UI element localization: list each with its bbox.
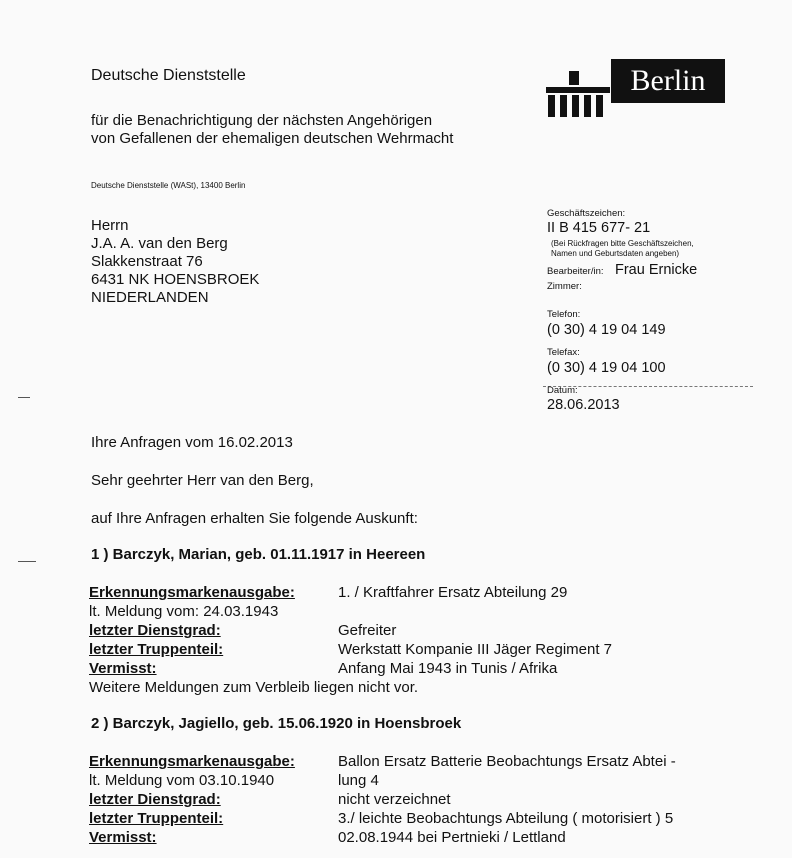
punch-mark <box>18 561 36 562</box>
recipient-address <box>91 217 259 307</box>
unit-value: 3./ leichte Beobachtungs Abteilung ( motorisiert ) 5 <box>338 810 674 827</box>
fax-label: Telefax: <box>547 347 580 358</box>
return-address: Deutsche Dienststelle (WASt), 13400 Berlin <box>91 181 246 190</box>
logo-pillar <box>596 95 603 117</box>
recipient-street: Slakkenstraat 76 <box>91 253 203 270</box>
missing-label: Vermisst: <box>89 660 157 677</box>
logo-pillar <box>584 95 591 117</box>
fold-mark <box>18 397 30 398</box>
unit-label: letzter Truppenteil: <box>89 810 224 827</box>
logo-pillar <box>572 95 579 117</box>
report-date: lt. Meldung vom 03.10.1940 <box>89 772 275 789</box>
org-subtitle-line-2: von Gefallenen der ehemaligen deutschen Wehrmacht <box>91 130 454 147</box>
report-date: lt. Meldung vom: 24.03.1943 <box>89 603 279 620</box>
room-label: Zimmer: <box>547 281 582 292</box>
berlin-logo <box>546 57 726 117</box>
rank-value: nicht verzeichnet <box>338 791 451 808</box>
recipient-name: J.A. A. van den Berg <box>91 235 228 252</box>
tag-label: Erkennungsmarkenausgabe: <box>89 753 295 770</box>
org-name: Deutsche Dienststelle <box>91 67 246 84</box>
record-details <box>89 752 295 847</box>
subject-line: Ihre Anfragen vom 16.02.2013 <box>91 434 293 451</box>
rank-label: letzter Dienstgrad: <box>89 622 221 639</box>
unit-label: letzter Truppenteil: <box>89 641 224 658</box>
org-subtitle-line-1: für die Benachrichtigung der nächsten Angehörigen <box>91 112 433 129</box>
clerk-name: Frau Ernicke <box>615 262 698 278</box>
reference-label: Geschäftszeichen: <box>547 208 626 219</box>
date-label: Datum: <box>547 385 578 396</box>
blank-line <box>338 602 612 621</box>
logo-wordmark: Berlin <box>611 59 725 103</box>
tag-value-continued: lung 4 <box>338 772 379 789</box>
record-details <box>89 583 295 678</box>
record-values <box>338 752 676 847</box>
unit-value: Werkstatt Kompanie III Jäger Regiment 7 <box>338 641 613 658</box>
tag-label: Erkennungsmarkenausgabe: <box>89 584 295 601</box>
logo-pillar-top <box>569 71 579 85</box>
reference-note-2: Namen und Geburtsdaten angeben) <box>551 249 680 258</box>
recipient-city: 6431 NK HOENSBROEK <box>91 271 260 288</box>
missing-value: Anfang Mai 1943 in Tunis / Afrika <box>338 660 558 677</box>
reference-number: II B 415 677- 21 <box>547 220 651 236</box>
record-heading: 1 ) Barczyk, Marian, geb. 01.11.1917 in Heereen <box>91 546 426 563</box>
reference-note-1: (Bei Rückfragen bitte Geschäftszeichen, <box>551 239 694 248</box>
logo-pillar <box>548 95 555 117</box>
logo-pillar <box>560 95 567 117</box>
date-value: 28.06.2013 <box>547 397 620 413</box>
phone-label: Telefon: <box>547 309 581 320</box>
recipient-country: NIEDERLANDEN <box>91 289 209 306</box>
tag-value: Ballon Ersatz Batterie Beobachtungs Ersatz Abtei - <box>338 753 676 770</box>
fax-number: (0 30) 4 19 04 100 <box>547 360 666 376</box>
intro-text: auf Ihre Anfragen erhalten Sie folgende Auskunft: <box>91 510 418 527</box>
record-heading: 2 ) Barczyk, Jagiello, geb. 15.06.1920 in Hoensbroek <box>91 715 462 732</box>
logo-top-bar <box>546 87 610 93</box>
record-note: Weitere Meldungen zum Verbleib liegen nicht vor. <box>89 679 419 696</box>
missing-value: 02.08.1944 bei Pertnieki / Lettland <box>338 829 566 846</box>
recipient-salutation: Herrn <box>91 217 129 234</box>
rank-value: Gefreiter <box>338 622 397 639</box>
phone-number: (0 30) 4 19 04 149 <box>547 322 666 338</box>
missing-label: Vermisst: <box>89 829 157 846</box>
rank-label: letzter Dienstgrad: <box>89 791 221 808</box>
greeting: Sehr geehrter Herr van den Berg, <box>91 472 314 489</box>
clerk-label: Bearbeiter/in: <box>547 266 604 277</box>
record-values <box>338 583 612 678</box>
tag-value: 1. / Kraftfahrer Ersatz Abteilung 29 <box>338 584 568 601</box>
